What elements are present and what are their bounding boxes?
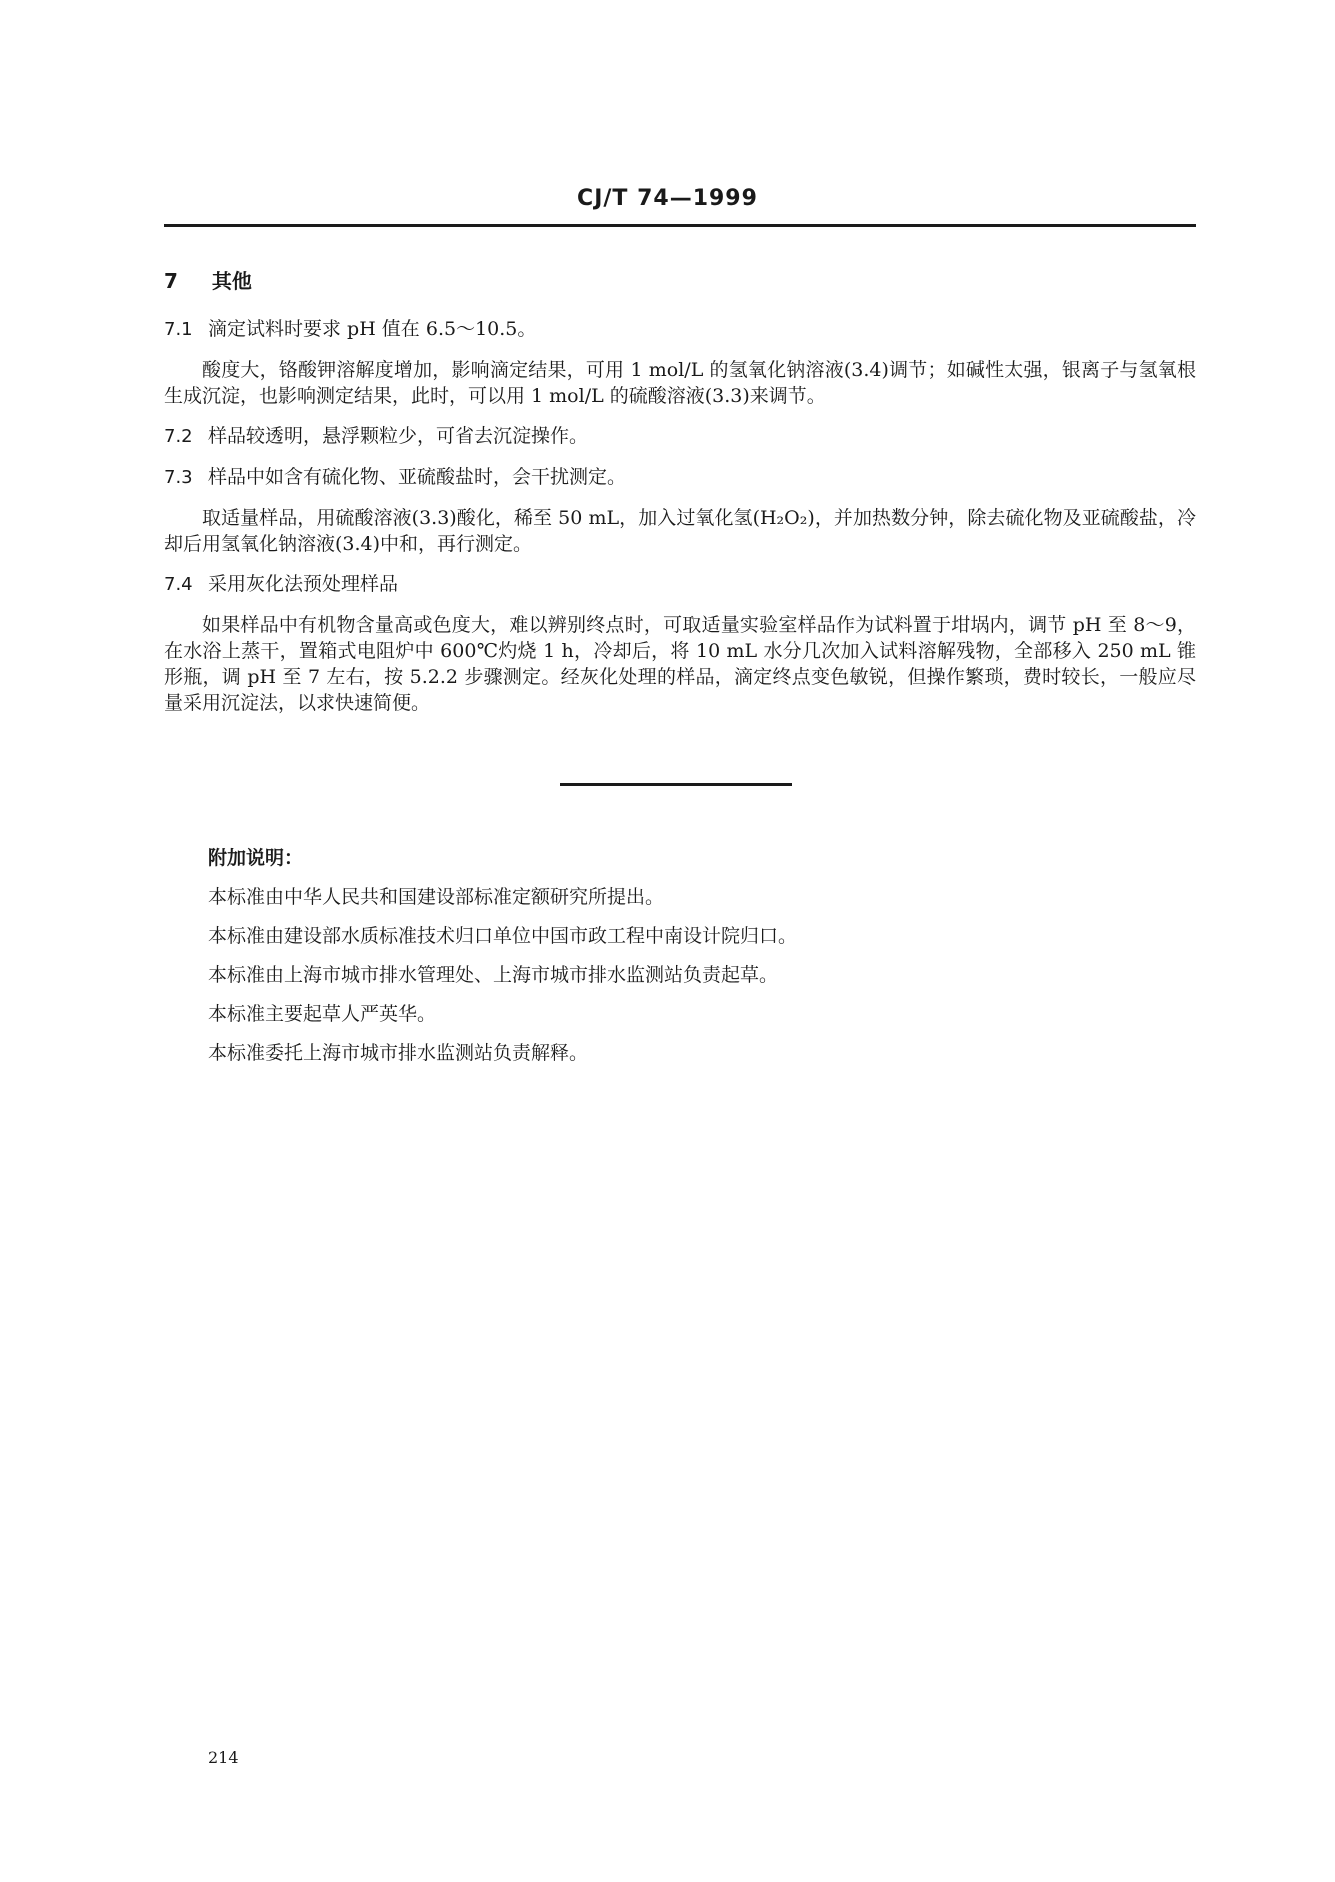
clause-line — [164, 423, 1196, 450]
clause-line — [164, 571, 1196, 598]
clause-number: 7.3 — [164, 467, 193, 488]
section-number: 7 — [164, 269, 178, 293]
document-body — [164, 268, 1196, 730]
clause-text: 采用灰化法预处理样品 — [208, 573, 399, 595]
note-line: 本标准由建设部水质标准技术归口单位中国市政工程中南设计院归口。 — [208, 925, 798, 947]
clause-number: 7.1 — [164, 319, 193, 340]
clause-paragraph: 取适量样品，用硫酸溶液(3.3)酸化，稀至 50 mL，加入过氧化氢(H₂O₂)，并加热数分钟，除去硫化物及亚硫酸盐，冷却后用氢氧化钠溶液(3.4)中和，再行测定。 — [164, 507, 1196, 555]
clause-7-1 — [164, 316, 1196, 409]
section-title: 其他 — [211, 269, 252, 293]
clause-7-4 — [164, 571, 1196, 716]
end-of-text-rule — [560, 783, 792, 786]
clause-number: 7.4 — [164, 574, 193, 595]
clause-text: 滴定试料时要求 pH 值在 6.5～10.5。 — [208, 318, 537, 340]
clause-7-2 — [164, 423, 1196, 450]
notes-title: 附加说明： — [208, 847, 304, 869]
clause-paragraph: 如果样品中有机物含量高或色度大，难以辨别终点时，可取适量实验室样品作为试料置于坩埚内，调节 pH 至 8～9，在水浴上蒸干，置箱式电阻炉中 600℃灼烧 1 h，冷却后，将 10 mL 水分几次加入试料溶解残物，全部移入 250 mL 锥形瓶，调 pH 至 7 左右，按 5.2.2 步骤测定。经灰化处理的样品，滴定终点变色敏锐，但操作繁琐，费时较长，一般应尽量采用沉淀法，以求快速简便。 — [164, 614, 1196, 714]
note-line: 本标准主要起草人严英华。 — [208, 1003, 437, 1025]
note-line: 本标准由中华人民共和国建设部标准定额研究所提出。 — [208, 886, 665, 908]
page-number: 214 — [208, 1748, 239, 1767]
clause-number: 7.2 — [164, 426, 193, 447]
standard-code-header: CJ/T 74—1999 — [577, 186, 758, 211]
note-line: 本标准委托上海市城市排水监测站负责解释。 — [208, 1042, 589, 1064]
clause-line — [164, 316, 1196, 343]
clause-text: 样品较透明，悬浮颗粒少，可省去沉淀操作。 — [208, 425, 589, 447]
clause-line — [164, 464, 1196, 491]
clause-7-3 — [164, 464, 1196, 557]
section-heading — [164, 268, 1196, 294]
note-line: 本标准由上海市城市排水管理处、上海市城市排水监测站负责起草。 — [208, 964, 779, 986]
header-rule — [164, 224, 1196, 227]
clause-paragraph: 酸度大，铬酸钾溶解度增加，影响滴定结果，可用 1 mol/L 的氢氧化钠溶液(3.4)调节；如碱性太强，银离子与氢氧根生成沉淀，也影响测定结果，此时，可以用 1 mol/L 的硫酸溶液(3.3)来调节。 — [164, 359, 1196, 407]
clause-text: 样品中如含有硫化物、亚硫酸盐时，会干扰测定。 — [208, 466, 627, 488]
additional-notes — [208, 845, 1108, 1079]
